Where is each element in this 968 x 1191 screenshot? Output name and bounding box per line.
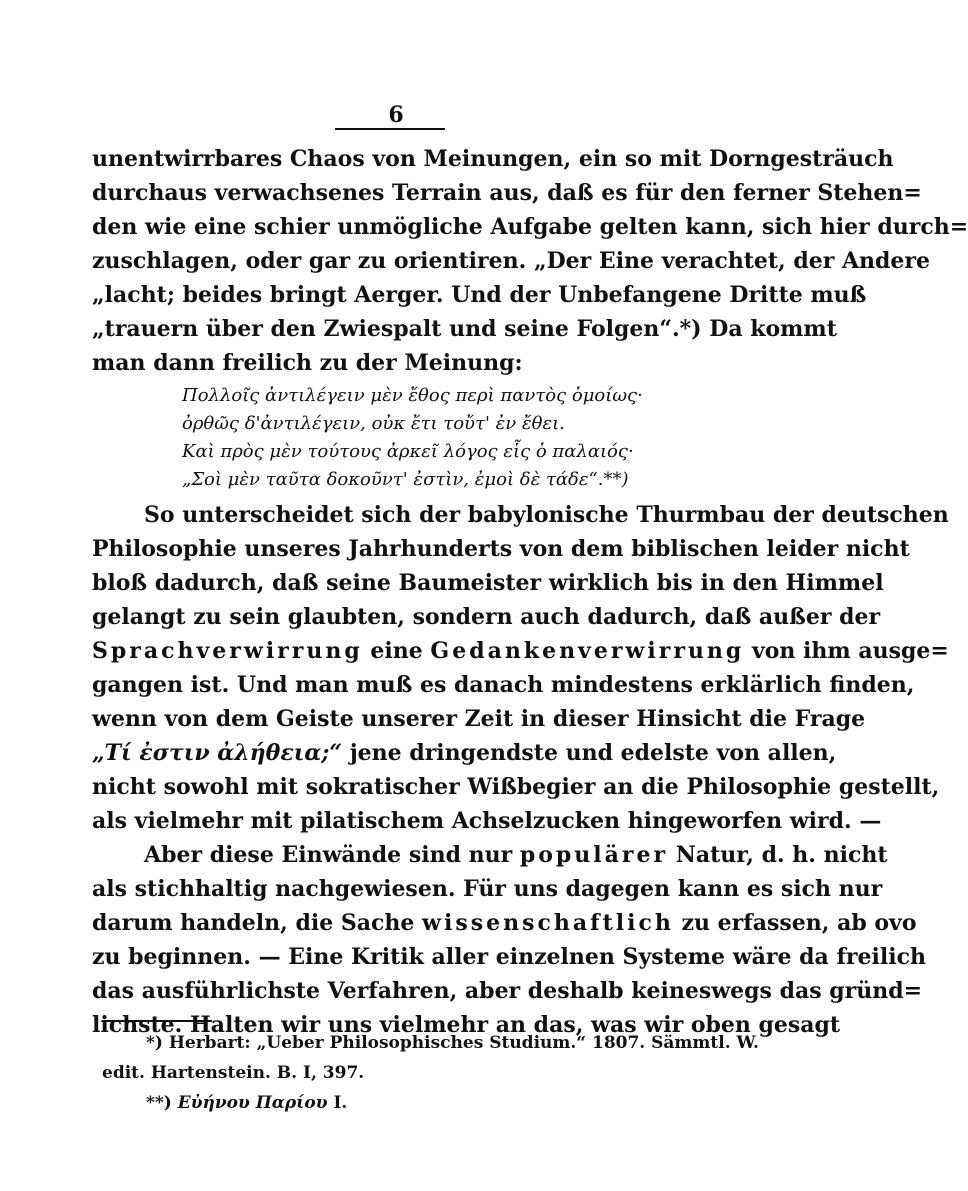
page-number: 6	[388, 102, 404, 128]
quote-line: Πολλοῖς ἀντιλέγειν μὲν ἔθος περὶ παντὸς ὁμοίως·	[182, 385, 643, 406]
text-line: So unterscheidet sich der babylonische Thurmbau der deutschen	[144, 502, 949, 528]
spaced-term: Gedankenverwirrung	[430, 638, 745, 664]
footnote-marker: **)	[146, 1093, 178, 1113]
text-line: Philosophie unseres Jahrhunderts von dem biblischen leider nicht	[92, 536, 910, 562]
footnote-line: edit. Hartenstein. B. I, 397.	[102, 1063, 365, 1083]
footnote-line: *) Herbart: „Ueber Philosophisches Studium.“ 1807. Sämmtl. W.	[146, 1033, 759, 1053]
text-line: zu beginnen. — Eine Kritik aller einzelnen Systeme wäre da freilich	[92, 944, 926, 970]
text-run: I.	[327, 1093, 348, 1113]
spaced-term: wissenschaftlich	[422, 910, 674, 936]
header-rule	[335, 128, 445, 130]
quote-line: Καὶ πρὸς μὲν τούτους ἀρκεῖ λόγος εἷς ὁ παλαιός·	[182, 441, 634, 462]
quote-line: „Σοὶ μὲν ταῦτα δοκοῦντ' ἐστὶν, ἐμοὶ δὲ τάδε“.**)	[182, 469, 629, 490]
text-line: gelangt zu sein glaubten, sondern auch dadurch, daß außer der	[92, 604, 881, 630]
footnote-line	[102, 1088, 698, 1118]
greek-quotation	[182, 382, 698, 494]
text-line: wenn von dem Geiste unserer Zeit in dieser Hinsicht die Frage	[92, 706, 866, 732]
text-line: zuschlagen, oder gar zu orientiren. „Der Eine verachtet, der Andere	[92, 248, 931, 274]
text-run: von ihm ausge=	[744, 638, 949, 664]
text-run: jene dringendste und edelste von allen,	[342, 740, 837, 766]
spaced-term: populärer	[519, 842, 669, 868]
body-text	[92, 142, 968, 1042]
footnote-rule	[102, 1020, 212, 1022]
text-line: den wie eine schier unmögliche Aufgabe gelten kann, sich hier durch=	[92, 214, 968, 240]
quote-line: ὀρθῶς δ'ἀντιλέγειν, οὐκ ἔτι τοὔτ' ἐν ἔθει.	[182, 413, 565, 434]
footnote-greek: Εὐήνου Παρίου	[177, 1093, 328, 1113]
text-line: als vielmehr mit pilatischem Achselzucken hingeworfen wird. —	[92, 808, 882, 834]
text-line: das ausführlichste Verfahren, aber deshalb keineswegs das gründ=	[92, 978, 923, 1004]
text-line: nicht sowohl mit sokratischer Wißbegier an die Philosophie gestellt,	[92, 774, 940, 800]
text-line	[92, 634, 949, 668]
text-line: als stichhaltig nachgewiesen. Für uns dagegen kann es sich nur	[92, 876, 883, 902]
text-line: lichste. Halten wir uns vielmehr an das, was wir oben gesagt	[92, 1012, 841, 1038]
text-run: Aber diese Einwände sind nur	[144, 842, 520, 868]
text-line: gangen ist. Und man muß es danach mindestens erklärlich finden,	[92, 672, 915, 698]
text-run: darum handeln, die Sache	[92, 910, 423, 936]
text-line	[92, 736, 837, 770]
spaced-term: Sprachverwirrung	[92, 638, 363, 664]
text-line: „lacht; beides bringt Aerger. Und der Unbefangene Dritte muß	[92, 282, 867, 308]
text-line: man dann freilich zu der Meinung:	[92, 350, 523, 376]
text-line	[92, 906, 917, 940]
text-run: Natur, d. h. nicht	[668, 842, 888, 868]
text-line: bloß dadurch, daß seine Baumeister wirklich bis in den Himmel	[92, 570, 884, 596]
text-line: unentwirrbares Chaos von Meinungen, ein so mit Dorngesträuch	[92, 146, 894, 172]
text-line: „trauern über den Zwiespalt und seine Folgen“.*) Da kommt	[92, 316, 837, 342]
greek-question: „Τί ἐστιν ἀλήθεια;“	[92, 740, 343, 766]
footnotes	[102, 1028, 759, 1118]
text-run: eine	[362, 638, 431, 664]
text-line	[92, 838, 888, 872]
text-run: zu erfassen, ab ovo	[673, 910, 917, 936]
text-line: durchaus verwachsenes Terrain aus, daß es für den ferner Stehen=	[92, 180, 922, 206]
